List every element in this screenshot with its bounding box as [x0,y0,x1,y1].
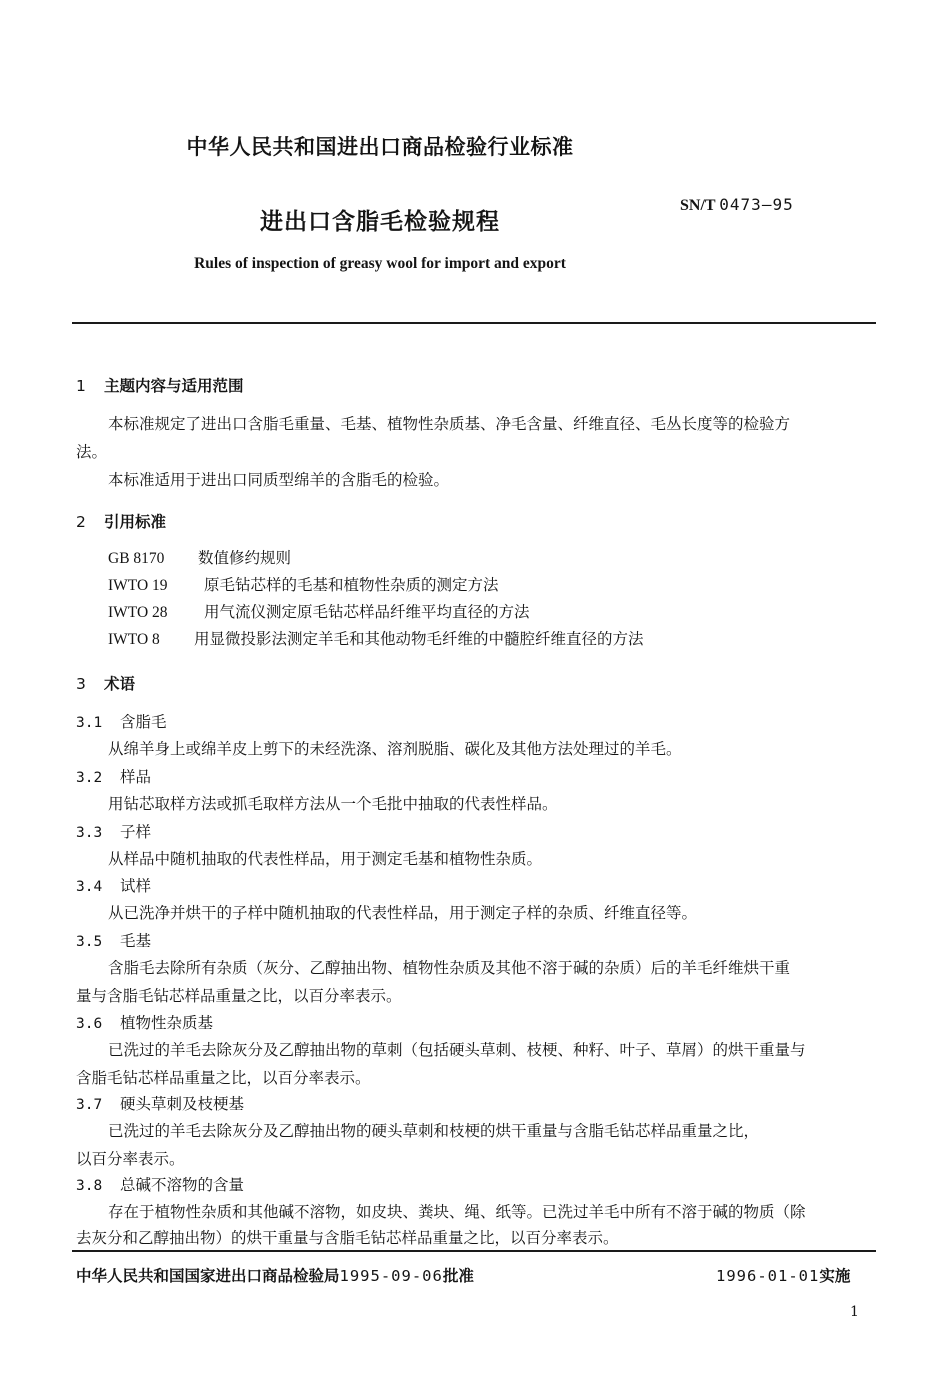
term-definition: 用钻芯取样方法或抓毛取样方法从一个毛批中抽取的代表性样品。 [108,795,558,813]
footer-divider [72,1250,876,1252]
section-number: 1 [76,377,86,395]
term-heading [76,874,151,896]
reference-title: 用气流仪测定原毛钻芯样品纤维平均直径的方法 [204,603,530,621]
term-definition-line-1: 已洗过的羊毛去除灰分及乙醇抽出物的草刺（包括硬头草刺、枝梗、种籽、叶子、草屑）的烘干重量与 [108,1041,806,1059]
term-title: 样品 [120,768,152,786]
reference-code: IWTO 8 [108,631,160,648]
standard-title: 进出口含脂毛检验规程 [260,209,500,235]
reference-title: 用显微投影法测定羊毛和其他动物毛纤维的中髓腔纤维直径的方法 [194,630,644,648]
approval-authority: 中华人民共和国国家进出口商品检验局 [76,1267,340,1285]
approval-suffix: 批准 [442,1267,474,1285]
term-title: 总碱不溶物的含量 [120,1176,245,1194]
reference-title: 原毛钻芯样的毛基和植物性杂质的测定方法 [204,576,499,594]
reference-item [108,627,644,649]
reference-title: 数值修约规则 [198,549,292,567]
term-definition-line-1: 含脂毛去除所有杂质（灰分、乙醇抽出物、植物性杂质及其他不溶于碱的杂质）后的羊毛纤维烘干重 [108,959,791,977]
term-number: 3.8 [76,1178,103,1194]
term-title: 植物性杂质基 [120,1014,214,1032]
term-heading [76,1173,244,1195]
standard-code-prefix: SN/T [680,197,716,214]
section-1-para-1-line-2: 法。 [76,443,108,461]
reference-item [108,573,499,595]
standard-code [680,195,794,215]
term-title: 含脂毛 [120,713,167,731]
term-number: 3.3 [76,825,103,841]
term-definition: 从绵羊身上或绵羊皮上剪下的未经洗涤、溶剂脱脂、碳化及其他方法处理过的羊毛。 [108,740,682,758]
section-1-para-1-line-1: 本标准规定了进出口含脂毛重量、毛基、植物性杂质基、净毛含量、纤维直径、毛丛长度等的检验方 [108,415,791,433]
approval-date: 1995-09-06 [339,1267,443,1285]
section-title: 术语 [104,675,136,693]
term-number: 3.4 [76,879,103,895]
header-divider [72,322,876,324]
term-heading [76,765,151,787]
term-number: 3.5 [76,934,103,950]
section-1-heading [76,374,244,396]
term-definition-line-1: 存在于植物性杂质和其他碱不溶物，如皮块、粪块、绳、纸等。已洗过羊毛中所有不溶于碱的物质（除 [108,1203,806,1221]
reference-item [108,546,291,568]
page-number: 1 [850,1304,859,1320]
reference-item [108,600,530,622]
term-definition: 从样品中随机抽取的代表性样品，用于测定毛基和植物性杂质。 [108,850,543,868]
term-title: 硬头草刺及枝梗基 [120,1095,245,1113]
term-title: 毛基 [120,932,152,950]
term-definition-line-1: 已洗过的羊毛去除灰分及乙醇抽出物的硬头草刺和枝梗的烘干重量与含脂毛钻芯样品重量之比， [108,1122,760,1140]
term-number: 3.6 [76,1016,103,1032]
english-title: Rules of inspection of greasy wool for import and export [194,255,566,272]
term-heading [76,1092,244,1114]
section-number: 3 [76,675,86,693]
issuer-title: 中华人民共和国进出口商品检验行业标准 [186,135,574,159]
section-2-heading [76,510,166,532]
standard-code-number: 0473—95 [719,195,794,214]
reference-code: GB 8170 [108,550,165,567]
reference-code: IWTO 19 [108,577,168,594]
reference-code: IWTO 28 [108,604,168,621]
term-definition-line-2: 含脂毛钻芯样品重量之比，以百分率表示。 [76,1069,371,1087]
term-definition-line-2: 去灰分和乙醇抽出物）的烘干重量与含脂毛钻芯样品重量之比，以百分率表示。 [76,1229,619,1247]
term-number: 3.1 [76,715,103,731]
effective-line [716,1264,850,1286]
effective-date: 1996-01-01 [716,1267,820,1285]
section-3-heading [76,672,135,694]
term-heading [76,929,151,951]
term-title: 试样 [120,877,152,895]
term-heading [76,1011,213,1033]
section-title: 主题内容与适用范围 [104,377,244,395]
term-definition-line-2: 以百分率表示。 [76,1150,185,1168]
term-definition-line-2: 量与含脂毛钻芯样品重量之比，以百分率表示。 [76,987,402,1005]
term-title: 子样 [120,823,152,841]
section-title: 引用标准 [104,513,167,531]
effective-suffix: 实施 [819,1267,851,1285]
section-number: 2 [76,513,86,531]
term-heading [76,820,151,842]
term-number: 3.2 [76,770,103,786]
section-1-para-2: 本标准适用于进出口同质型绵羊的含脂毛的检验。 [108,471,450,489]
approval-line [76,1264,474,1286]
term-number: 3.7 [76,1097,103,1113]
term-definition: 从已洗净并烘干的子样中随机抽取的代表性样品，用于测定子样的杂质、纤维直径等。 [108,904,698,922]
term-heading [76,710,167,732]
